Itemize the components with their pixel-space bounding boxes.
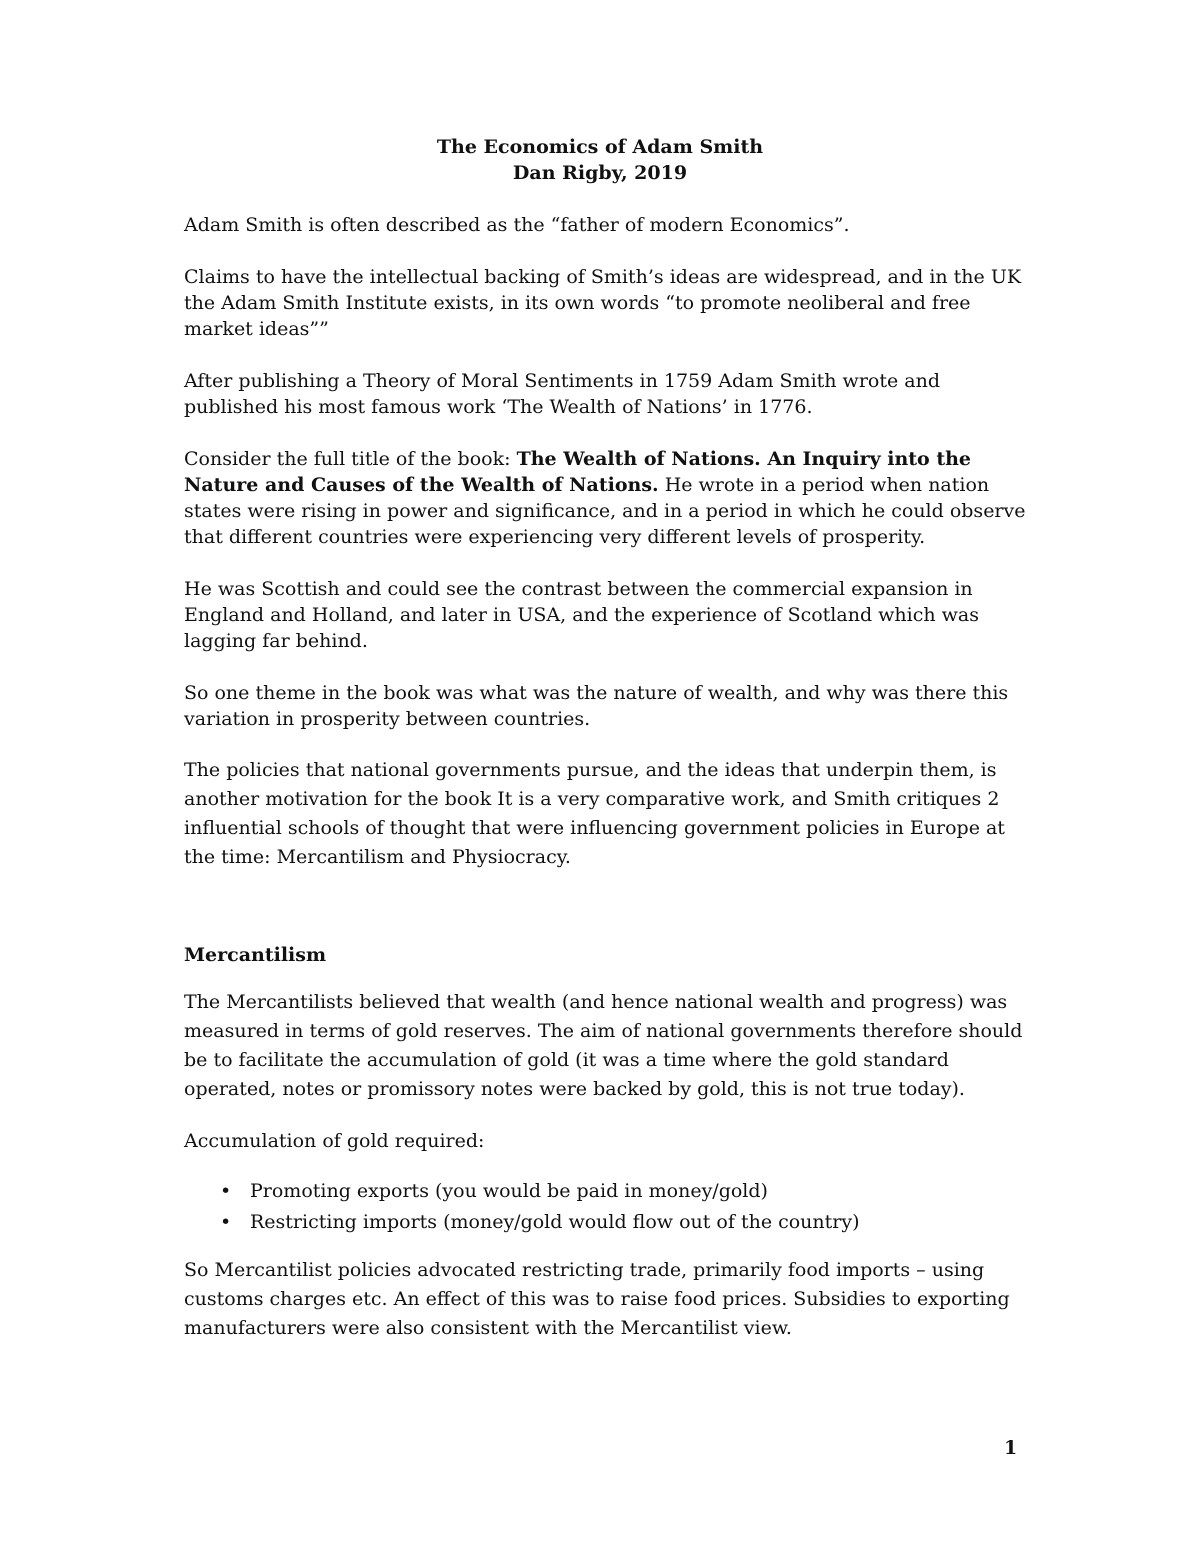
title-block (0, 134, 1200, 186)
accumulation-paragraph: Accumulation of gold required: (184, 1130, 485, 1152)
page-number: 1 (1004, 1437, 1018, 1459)
claims-paragraph: Claims to have the intellectual backing of Smith’s ideas are widespread, and in the UK the Adam Smith Institute exists, in its own words “to promote neoliberal and free market ideas”” (184, 266, 1022, 340)
theme-paragraph: So one theme in the book was what was the nature of wealth, and why was there this variation in prosperity between countries. (184, 682, 1009, 730)
mercantilism-paragraph: The Mercantilists believed that wealth (and hence national wealth and progress) was measured in terms of gold reserves. The aim of national governments therefore should be to facilitate the accumulation of gold (it was a time where the gold standard operated, notes or promissory notes were backed by gold, this is not true today). (184, 991, 1023, 1100)
full-title-lead: Consider the full title of the book: (184, 448, 517, 470)
bullet-icon: • (220, 1211, 232, 1233)
full-title-paragraph (184, 446, 1034, 550)
author-line: Dan Rigby, 2019 (512, 162, 688, 184)
list-item (184, 1207, 860, 1238)
full-title-rest: He wrote in a period when nation states were rising in power and significance, and in a period in which he could observe that different countries were experiencing very different levels of prosperity. (184, 474, 1026, 548)
scotland-paragraph: He was Scottish and could see the contrast between the commercial expansion in England and Holland, and later in USA, and the experience of Scotland which was lagging far behind. (184, 578, 979, 652)
bullet-icon: • (220, 1180, 232, 1202)
intro-paragraph: Adam Smith is often described as the “father of modern Economics”. (184, 214, 850, 236)
publishing-paragraph: After publishing a Theory of Moral Sentiments in 1759 Adam Smith wrote and published his most famous work ‘The Wealth of Nations’ in 1776. (184, 370, 940, 418)
policies-paragraph: The policies that national governments pursue, and the ideas that underpin them, is another motivation for the book It is a very comparative work, and Smith critiques 2 influential schools of thought that were influencing government policies in Europe at the time: Mercantilism and Physiocracy. (184, 759, 1005, 868)
mercantilism-heading: Mercantilism (184, 944, 327, 966)
document-title: The Economics of Adam Smith (436, 136, 764, 158)
list-item (184, 1176, 860, 1207)
requirements-list (184, 1176, 860, 1238)
book-full-title: The Wealth of Nations. An Inquiry into the Nature and Causes of the Wealth of Nations. (184, 448, 972, 496)
policies-conclusion-paragraph: So Mercantilist policies advocated restricting trade, primarily food imports – using customs charges etc. An effect of this was to raise food prices. Subsidies to exporting manufacturers were also consistent with the Mercantilist view. (184, 1259, 1010, 1339)
list-item-text: Restricting imports (money/gold would flow out of the country) (250, 1211, 860, 1233)
list-item-text: Promoting exports (you would be paid in money/gold) (250, 1180, 768, 1202)
